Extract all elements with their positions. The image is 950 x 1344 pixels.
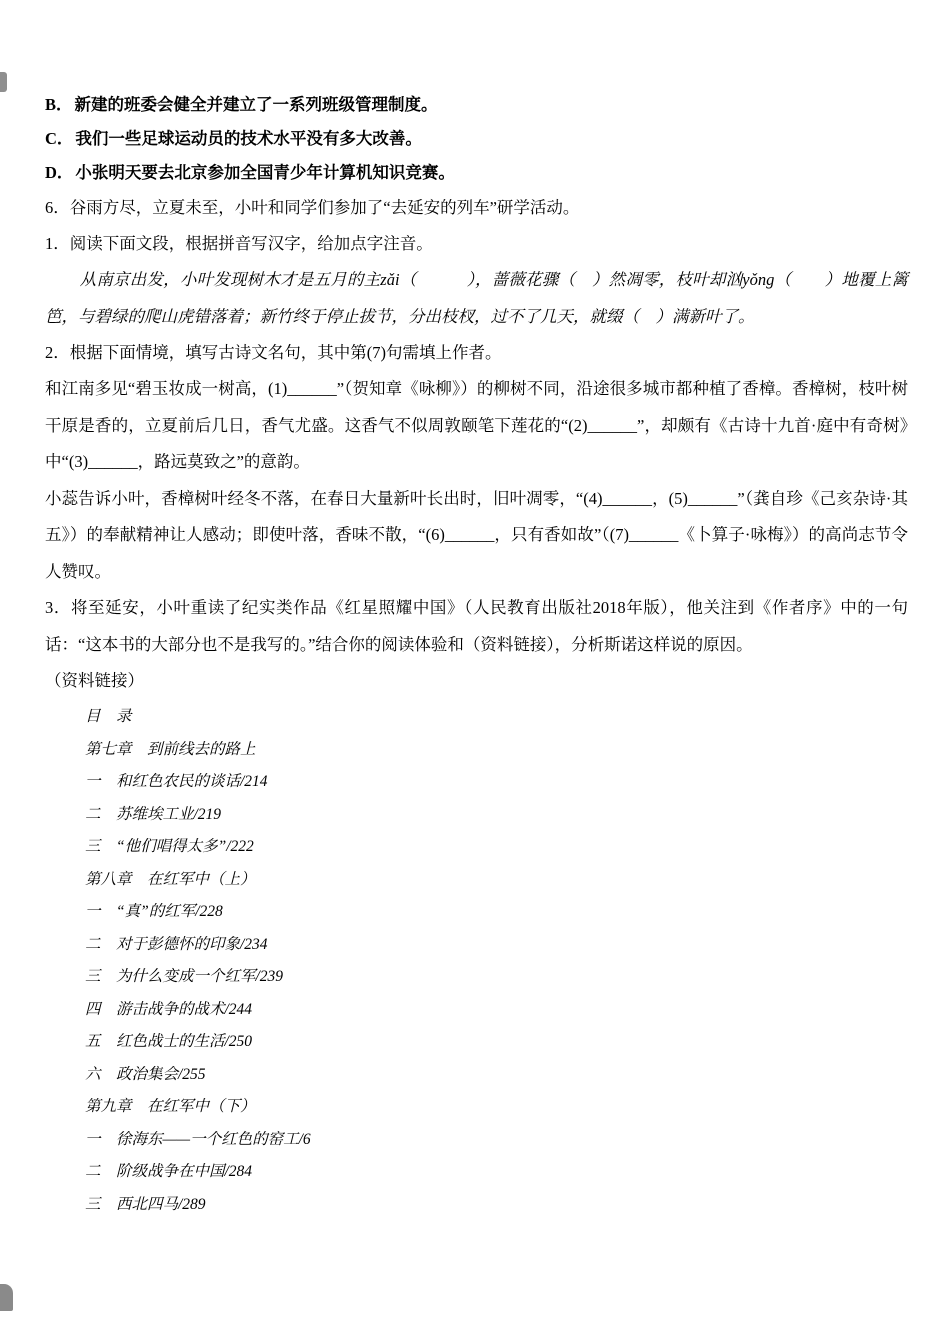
choice-option-b-text: 新建的班委会健全并建立了一系列班级管理制度。	[74, 95, 438, 114]
question-2-prompt: 2．根据下面情境，填写古诗文名句，其中第(7)句需填上作者。	[45, 343, 502, 362]
question-2-paragraph-1: 和江南多见“碧玉妆成一树高，(1)______”（贺知章《咏柳》）的柳树不同，沿途很多城市都种植了香樟。香樟树，枝叶树干原是香的，立夏前后几日，香气尤盛。这香气不似周敦颐笔下莲花的“(2)______”，却颇有《古诗十九首·庭中有奇树》中“(3)______，路远莫致之”的意韵。	[45, 379, 908, 471]
toc-item: 四 游击战争的战术/244	[85, 1000, 253, 1018]
material-link-label: （资料链接）	[45, 671, 144, 690]
table-of-contents	[45, 701, 908, 1221]
toc-chapter-7: 第七章 到前线去的路上	[85, 740, 256, 758]
choice-option-d-text: 小张明天要去北京参加全国青少年计算机知识竞赛。	[75, 163, 455, 182]
choice-option-c-text: 我们一些足球运动员的技术水平没有多大改善。	[75, 129, 422, 148]
choice-option-d-label: D．	[45, 163, 74, 182]
toc-item: 二 苏维埃工业/219	[85, 805, 222, 823]
toc-item: 三 为什么变成一个红军/239	[85, 968, 284, 985]
toc-item: 二 阶级战争在中国/284	[85, 1163, 253, 1180]
choice-option-d	[45, 156, 908, 190]
question-6-text: 6．谷雨方尽，立夏未至，小叶和同学们参加了“去延安的列车”研学活动。	[45, 198, 580, 217]
toc-item: 五 红色战士的生活/250	[85, 1033, 253, 1050]
choice-option-c	[45, 122, 908, 156]
toc-item: 一 和红色农民的谈话/214	[85, 773, 268, 790]
choice-option-b-label: B．	[45, 95, 73, 114]
toc-item: 六 政治集会/255	[85, 1065, 206, 1083]
question-1-prompt: 1．阅读下面文段，根据拼音写汉字，给加点字注音。	[45, 234, 433, 253]
toc-chapter-8: 第八章 在红军中（上）	[85, 870, 256, 888]
toc-item: 三 西北四马/289	[85, 1195, 206, 1213]
screen-edge-artifact-bottom	[0, 1284, 13, 1311]
question-2-paragraph-2: 小蕊告诉小叶，香樟树叶经冬不落，在春日大量新叶长出时，旧叶凋零，“(4)______，(5)______”（龚自珍《己亥杂诗·其五》）的奉献精神让人感动；即使叶落，香味不散，“(6)______，只有香如故”（(7)______《卜算子·咏梅》）的高尚志节令人赞叹。	[45, 488, 908, 581]
screen-edge-artifact-top	[0, 72, 7, 92]
toc-item: 一 “真”的红军/228	[85, 903, 223, 920]
choice-option-c-label: C．	[45, 129, 74, 148]
toc-item: 二 对于彭德怀的印象/234	[85, 935, 268, 953]
toc-chapter-9: 第九章 在红军中（下）	[85, 1098, 256, 1115]
question-3-prompt: 3．将至延安，小叶重读了纪实类作品《红星照耀中国》（人民教育出版社2018年版），他关注到《作者序》中的一句话：“这本书的大部分也不是我写的。”结合你的阅读体验和（资料链接），分析斯诺这样说的原因。	[45, 598, 908, 654]
question-1-passage: 从南京出发，小叶发现树木才是五月的主zǎi（ ），蔷薇花骤（ ）然凋零，枝叶却汹yǒng（ ）地覆上篱笆，与碧绿的爬山虎错落着；新竹终于停止拔节，分出枝杈，过不了几天，就缀（ ）满新叶了。	[45, 270, 908, 326]
toc-item: 一 徐海东——一个红色的窑工/6	[85, 1130, 311, 1148]
choice-option-b	[45, 88, 908, 122]
toc-item: 三 “他们唱得太多”/222	[85, 838, 254, 855]
toc-title: 目 录	[85, 708, 132, 725]
